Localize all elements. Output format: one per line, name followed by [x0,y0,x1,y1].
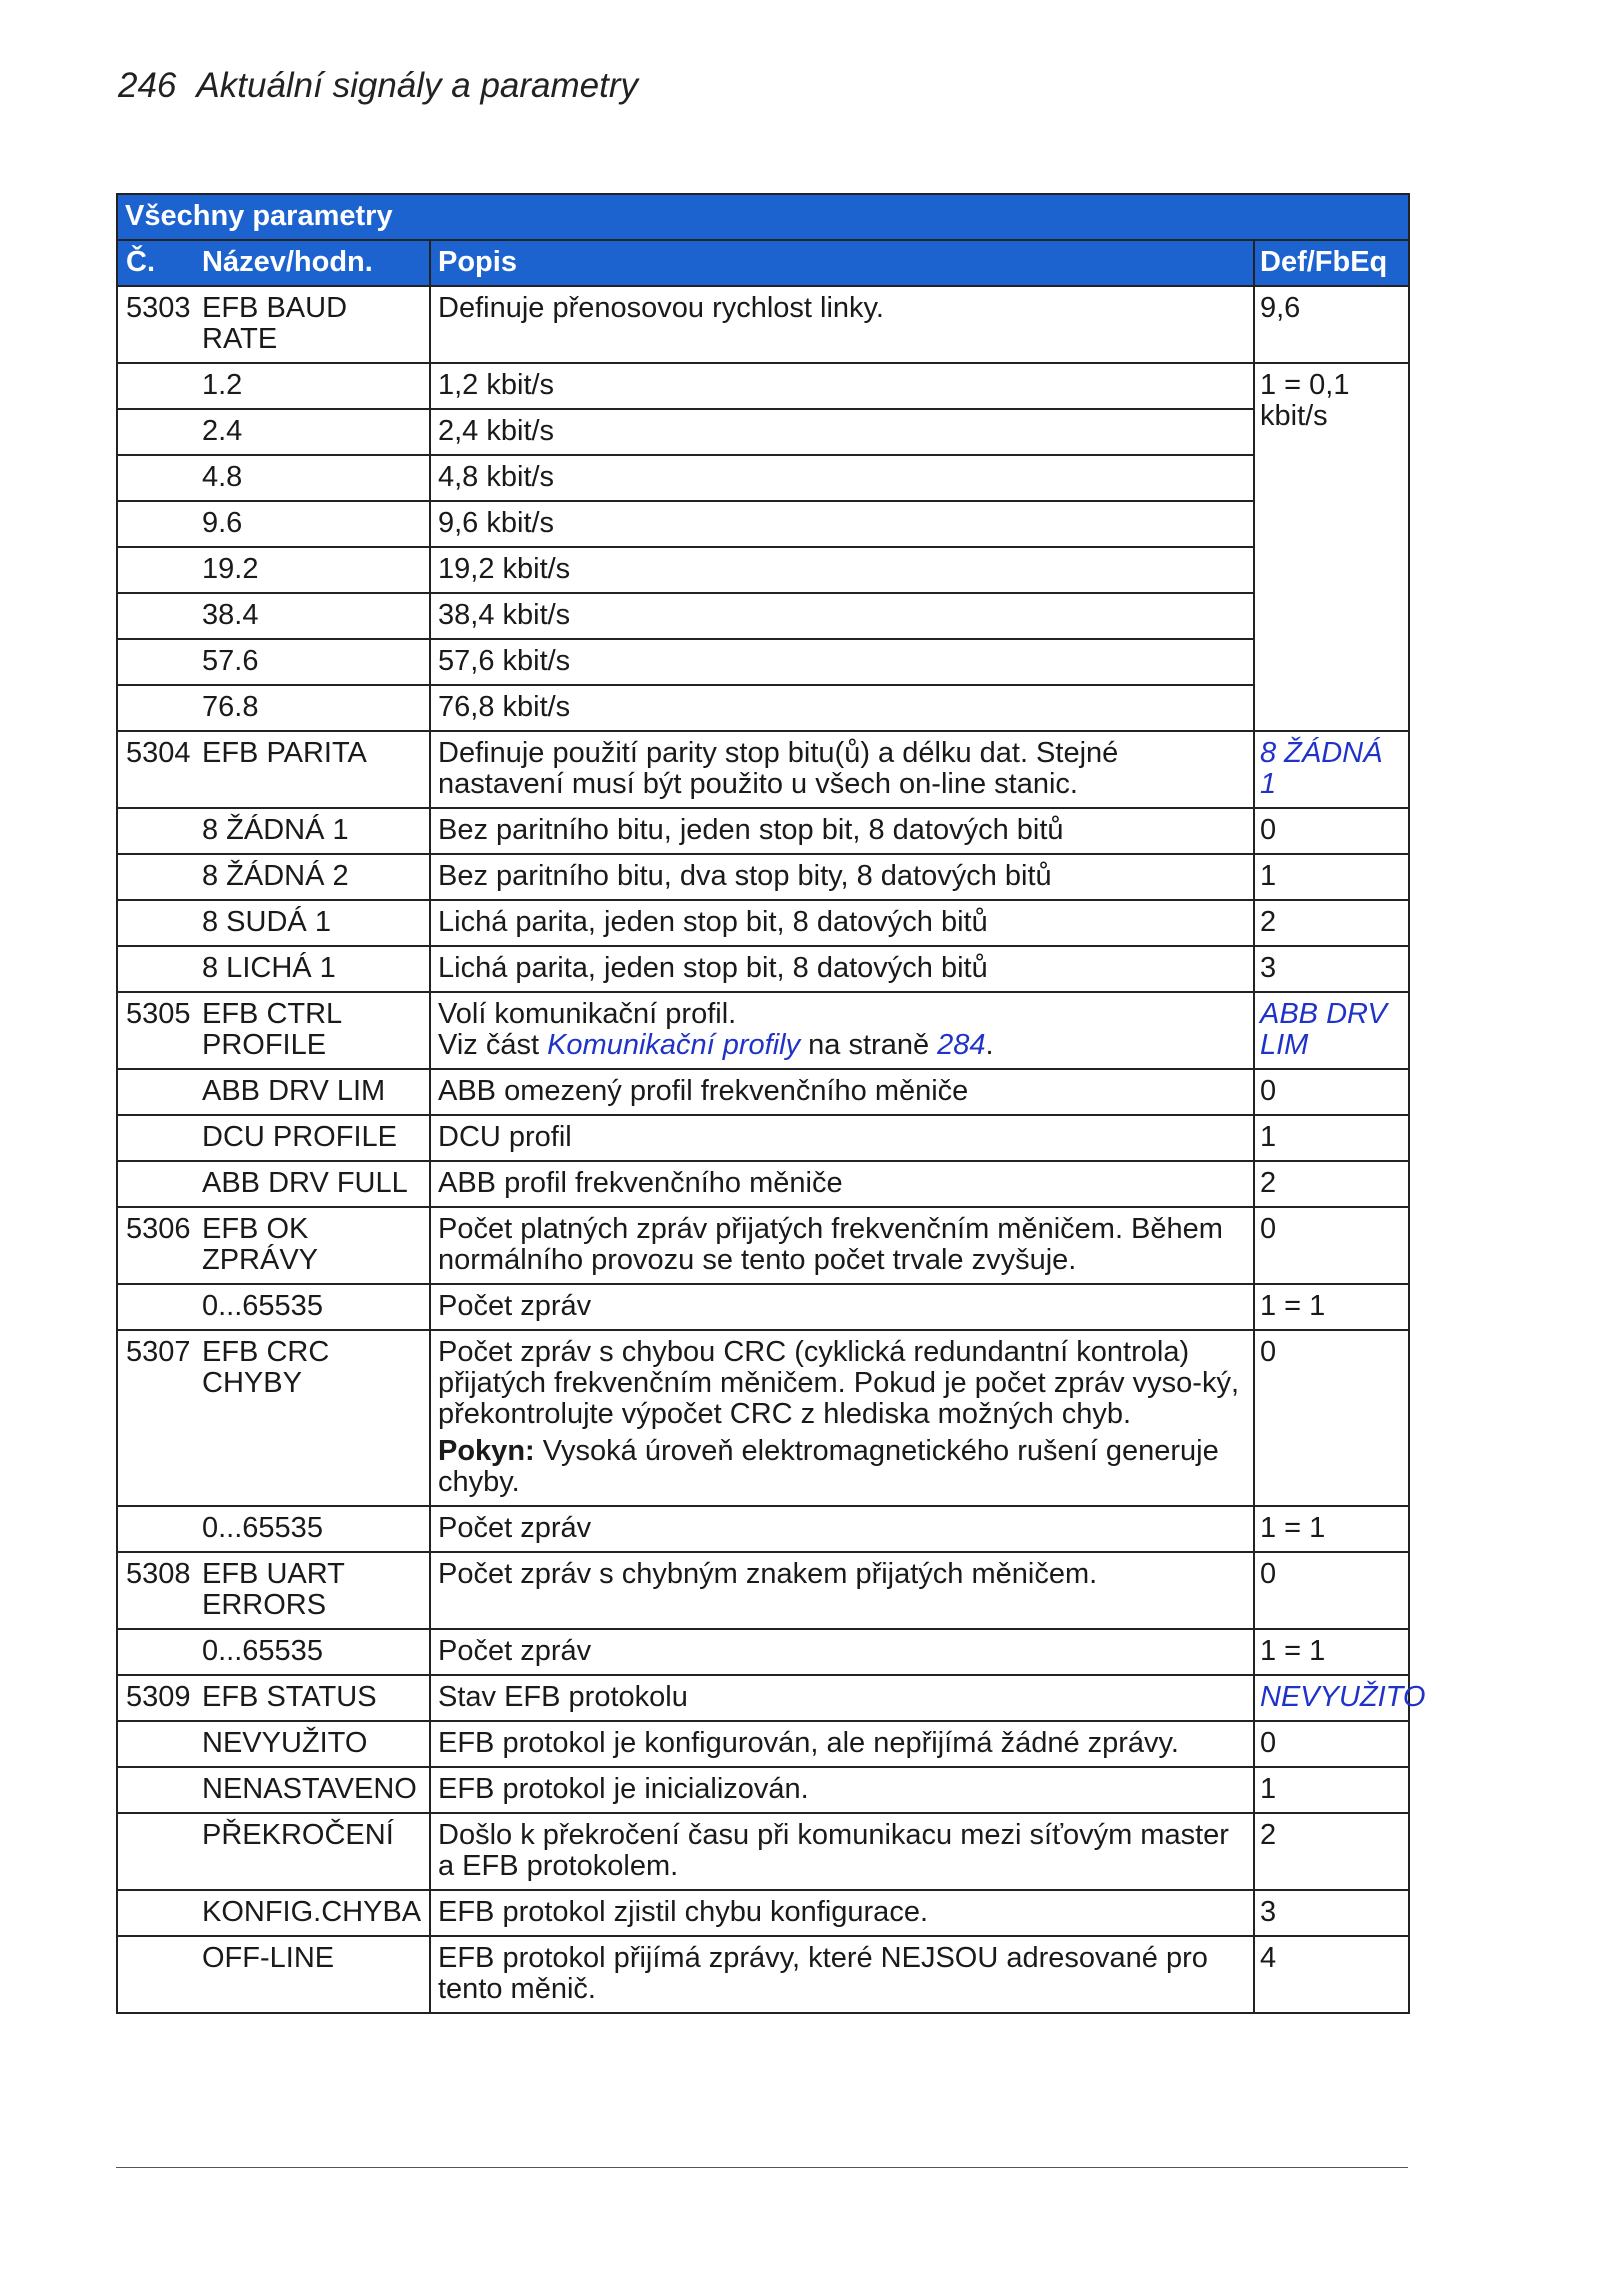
value-description: ABB profil frekvenčního měniče [430,1161,1254,1207]
param-row-5309 [117,1675,1409,1721]
value-name: 0...65535 [200,1629,430,1675]
param-row-5306 [117,1207,1409,1284]
header-name: Název/hodn. [200,240,430,286]
value-name: DCU PROFILE [200,1115,430,1161]
value-description: Počet zpráv [430,1284,1254,1330]
value-row [117,1115,1409,1161]
param-name: EFB CTRL PROFILE [200,992,430,1069]
table-title-row [117,194,1409,240]
value-name: 76.8 [200,685,430,731]
param-row-5305 [117,992,1409,1069]
value-fbeq: 1 = 1 [1254,1284,1409,1330]
value-description: Bez paritního bitu, jeden stop bit, 8 datových bitů [430,808,1254,854]
param-description: Definuje použití parity stop bitu(ů) a délku dat. Stejné nastavení musí být použito u všech on-line stanic. [430,731,1254,808]
param-number: 5306 [117,1207,200,1284]
param-name: EFB PARITA [200,731,430,808]
value-name: 9.6 [200,501,430,547]
page-number: 246 [118,66,177,105]
param-number: 5305 [117,992,200,1069]
param-description: Počet platných zpráv přijatých frekvenčním měničem. Během normálního provozu se tento počet trvale zvyšuje. [430,1207,1254,1284]
value-fbeq: 1 = 1 [1254,1629,1409,1675]
parameters-table [116,193,1426,2014]
param-description [430,992,1254,1069]
value-fbeq: 3 [1254,946,1409,992]
param-description [430,1330,1254,1506]
page-link[interactable]: 284 [937,1029,986,1061]
value-row [117,900,1409,946]
value-fbeq: 0 [1254,1721,1409,1767]
value-fbeq: 0 [1254,1069,1409,1115]
param-note [438,1436,1247,1498]
value-description: EFB protokol je konfigurován, ale nepřijímá žádné zprávy. [430,1721,1254,1767]
value-fbeq: 2 [1254,1813,1409,1890]
value-row [117,1629,1409,1675]
value-row [117,455,1409,501]
value-name: 0...65535 [200,1284,430,1330]
value-name: KONFIG.CHYBA [200,1890,430,1936]
param-default: 0 [1254,1207,1409,1284]
value-name: 8 ŽÁDNÁ 2 [200,854,430,900]
value-description: Počet zpráv [430,1506,1254,1552]
param-row-5307 [117,1330,1409,1506]
value-fbeq: 1 = 0,1 kbit/s [1254,363,1409,731]
value-name: 1.2 [200,363,430,409]
value-description: Počet zpráv [430,1629,1254,1675]
param-name: EFB BAUD RATE [200,286,430,363]
value-description: Lichá parita, jeden stop bit, 8 datových bitů [430,900,1254,946]
see-also-prefix: Viz část [438,1029,548,1061]
value-name: OFF-LINE [200,1936,430,2013]
value-name: NEVYUŽITO [200,1721,430,1767]
header-num: Č. [117,240,200,286]
value-fbeq: 2 [1254,1161,1409,1207]
note-text: Vysoká úroveň elektromagnetického rušení generuje chyby. [438,1435,1219,1498]
value-row [117,639,1409,685]
value-fbeq: 0 [1254,808,1409,854]
value-name: 57.6 [200,639,430,685]
value-description: Bez paritního bitu, dva stop bity, 8 datových bitů [430,854,1254,900]
value-row [117,1069,1409,1115]
table-title: Všechny parametry [117,194,1409,240]
value-name: 19.2 [200,547,430,593]
param-default-link[interactable]: 8 ŽÁDNÁ 1 [1260,737,1383,800]
value-fbeq: 1 [1254,1767,1409,1813]
header-def: Def/FbEq [1254,240,1409,286]
value-name: 38.4 [200,593,430,639]
value-description: Lichá parita, jeden stop bit, 8 datových bitů [430,946,1254,992]
note-label: Pokyn: [438,1435,535,1467]
param-number: 5304 [117,731,200,808]
value-description: 76,8 kbit/s [430,685,1254,731]
value-description: 2,4 kbit/s [430,409,1254,455]
value-row [117,547,1409,593]
param-number: 5307 [117,1330,200,1506]
value-name: ABB DRV FULL [200,1161,430,1207]
value-row [117,1284,1409,1330]
param-name: EFB CRC CHYBY [200,1330,430,1506]
value-description: 9,6 kbit/s [430,501,1254,547]
value-name: PŘEKROČENÍ [200,1813,430,1890]
param-name: EFB UART ERRORS [200,1552,430,1629]
value-row [117,1161,1409,1207]
value-row [117,854,1409,900]
value-fbeq: 1 [1254,854,1409,900]
value-description: 19,2 kbit/s [430,547,1254,593]
param-row-5303 [117,286,1409,363]
param-default: 0 [1254,1552,1409,1629]
value-name: 8 SUDÁ 1 [200,900,430,946]
param-number: 5308 [117,1552,200,1629]
value-description: EFB protokol přijímá zprávy, které NEJSOU adresované pro tento měnič. [430,1936,1254,2013]
value-fbeq: 1 = 1 [1254,1506,1409,1552]
value-row [117,1506,1409,1552]
value-row [117,363,1409,409]
see-also-suffix: . [985,1029,994,1061]
value-row [117,808,1409,854]
see-also-mid: na straně [800,1029,938,1061]
value-row [117,593,1409,639]
param-row-5304 [117,731,1409,808]
value-row [117,1813,1409,1890]
value-name: ABB DRV LIM [200,1069,430,1115]
value-fbeq: 3 [1254,1890,1409,1936]
value-name: 4.8 [200,455,430,501]
value-name: NENASTAVENO [200,1767,430,1813]
param-description: Definuje přenosovou rychlost linky. [430,286,1254,363]
param-number: 5303 [117,286,200,363]
section-link[interactable]: Komunikační profily [547,1029,801,1061]
page-header-title: Aktuální signály a parametry [196,66,639,105]
value-description: DCU profil [430,1115,1254,1161]
table-header-row [117,240,1409,286]
value-row [117,1890,1409,1936]
value-description: EFB protokol je inicializován. [430,1767,1254,1813]
param-default-link[interactable]: ABB DRV LIM [1260,998,1387,1061]
value-row [117,1936,1409,2013]
value-name: 8 ŽÁDNÁ 1 [200,808,430,854]
value-description: 38,4 kbit/s [430,593,1254,639]
value-fbeq: 4 [1254,1936,1409,2013]
value-row [117,501,1409,547]
value-description: EFB protokol zjistil chybu konfigurace. [430,1890,1254,1936]
value-row [117,946,1409,992]
value-name: 2.4 [200,409,430,455]
param-row-5308 [117,1552,1409,1629]
value-fbeq: 2 [1254,900,1409,946]
value-description: 57,6 kbit/s [430,639,1254,685]
value-name: 8 LICHÁ 1 [200,946,430,992]
param-description: Stav EFB protokolu [430,1675,1254,1721]
param-description-line1: Volí komunikační profil. [438,998,737,1030]
value-name: 0...65535 [200,1506,430,1552]
value-description: 1,2 kbit/s [430,363,1254,409]
page-header [118,66,638,106]
value-row [117,1767,1409,1813]
value-description: Došlo k překročení času při komunikacu mezi síťovým master a EFB protokolem. [430,1813,1254,1890]
param-description: Počet zpráv s chybným znakem přijatých měničem. [430,1552,1254,1629]
value-fbeq: 1 [1254,1115,1409,1161]
param-default-link[interactable]: NEVYUŽITO [1260,1681,1426,1713]
param-description-text: Počet zpráv s chybou CRC (cyklická redundantní kontrola) přijatých frekvenčním měničem. Pokud je počet zpráv vyso-ký, překontrolujte výpočet CRC z hlediska možných chyb. [438,1336,1240,1430]
value-row [117,685,1409,731]
header-desc: Popis [430,240,1254,286]
footer-divider [116,2167,1408,2168]
value-description: ABB omezený profil frekvenčního měniče [430,1069,1254,1115]
value-description: 4,8 kbit/s [430,455,1254,501]
value-row [117,409,1409,455]
param-default: 0 [1254,1330,1409,1506]
param-name: EFB STATUS [200,1675,430,1721]
param-default: 9,6 [1254,286,1409,363]
value-row [117,1721,1409,1767]
param-name: EFB OK ZPRÁVY [200,1207,430,1284]
param-number: 5309 [117,1675,200,1721]
